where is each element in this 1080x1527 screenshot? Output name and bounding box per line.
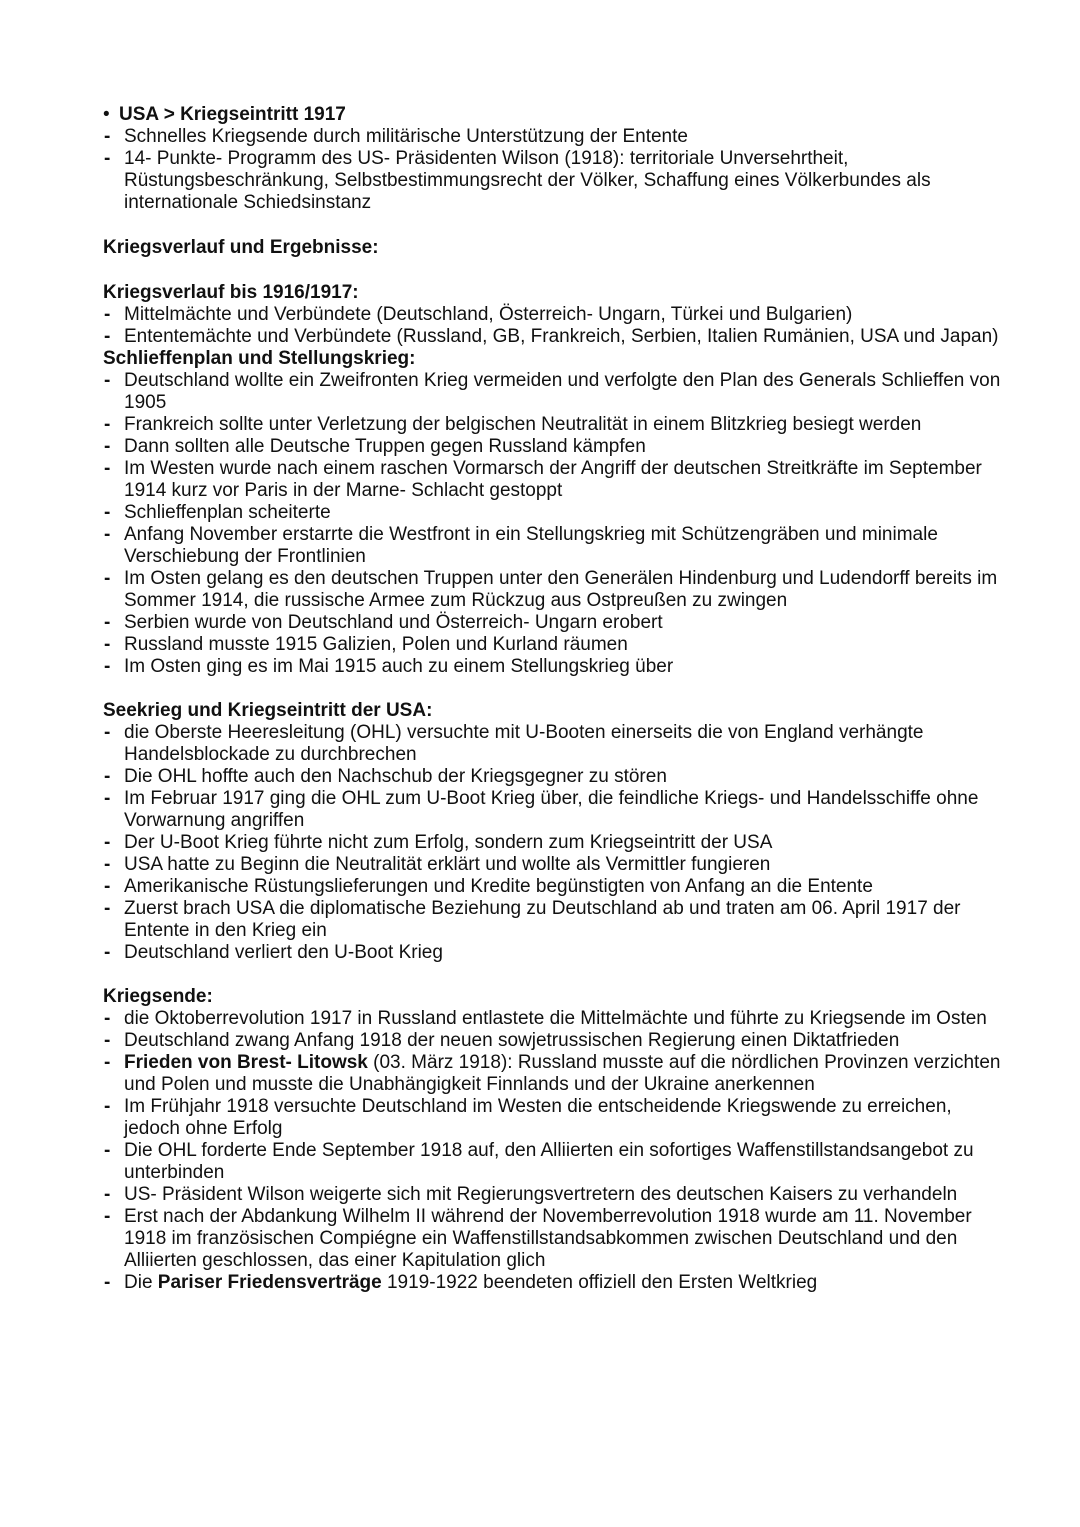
seekrieg-list (103, 722, 1003, 964)
list-item: - Frankreich sollte unter Verletzung der belgischen Neutralität in einem Blitzkrieg besiegt werden (103, 414, 1003, 436)
schlieffen-heading: Schlieffenplan und Stellungskrieg: (103, 348, 416, 369)
pariser-pre: Die (124, 1272, 158, 1293)
list-item: - Amerikanische Rüstungslieferungen und Kredite begünstigten von Anfang an die Entente (103, 876, 1003, 898)
list-item: - Schnelles Kriegsende durch militärische Unterstützung der Entente (103, 126, 1003, 148)
list-item: - Die OHL forderte Ende September 1918 auf, den Alliierten ein sofortiges Waffenstillstandsangebot zu unterbinden (103, 1140, 1003, 1184)
list-item: - Die OHL hoffte auch den Nachschub der Kriegsgegner zu stören (103, 766, 1003, 788)
list-item: - Deutschland wollte ein Zweifronten Krieg vermeiden und verfolgte den Plan des Generals Schlieffen von 1905 (103, 370, 1003, 414)
usa-heading (103, 104, 1003, 126)
list-item: - Russland musste 1915 Galizien, Polen und Kurland räumen (103, 634, 1003, 656)
list-item: - Im Frühjahr 1918 versuchte Deutschland im Westen die entscheidende Kriegswende zu erreichen, jedoch ohne Erfolg (103, 1096, 1003, 1140)
list-item: - die Oktoberrevolution 1917 in Russland entlastete die Mittelmächte und führte zu Kriegsende im Osten (103, 1008, 1003, 1030)
list-item: - Im Osten ging es im Mai 1915 auch zu einem Stellungskrieg über (103, 656, 1003, 678)
list-item: - Im Westen wurde nach einem raschen Vormarsch der Angriff der deutschen Streitkräfte im September 1914 kurz vor Paris in der Marne- Schlacht gestoppt (103, 458, 1003, 502)
list-item (103, 1272, 1003, 1294)
list-item (103, 1052, 1003, 1096)
list-item: - Im Februar 1917 ging die OHL zum U-Boot Krieg über, die feindliche Kriegs- und Handelsschiffe ohne Vorwarnung angriffen (103, 788, 1003, 832)
list-item: - Zuerst brach USA die diplomatische Beziehung zu Deutschland ab und traten am 06. April 1917 der Entente in den Krieg ein (103, 898, 1003, 942)
list-item: - Serbien wurde von Deutschland und Österreich- Ungarn erobert (103, 612, 1003, 634)
verlauf-heading: Kriegsverlauf bis 1916/1917: (103, 282, 359, 303)
list-item: - Ententemächte und Verbündete (Russland, GB, Frankreich, Serbien, Italien Rumänien, USA und Japan) (103, 326, 1003, 348)
list-item: - Im Osten gelang es den deutschen Truppen unter den Generälen Hindenburg und Ludendorff bereits im Sommer 1914, die russische Armee zum Rückzug aus Ostpreußen zu zwingen (103, 568, 1003, 612)
list-item: - 14- Punkte- Programm des US- Präsidenten Wilson (1918): territoriale Unversehrtheit, Rüstungsbeschränkung, Selbstbestimmungsrecht der Völker, Schaffung eines Völkerbundes als internationale Schiedsinstanz (103, 148, 1003, 214)
list-item: - Erst nach der Abdankung Wilhelm II während der Novemberrevolution 1918 wurde am 11. November 1918 im französischen Compiégne ein Waffenstillstandsabkommen zwischen Deutschland und den Alliierten geschlossen, das einer Kapitulation glich (103, 1206, 1003, 1272)
brest-litowsk-bold: Frieden von Brest- Litowsk (124, 1052, 368, 1073)
seekrieg-heading: Seekrieg und Kriegseintritt der USA: (103, 700, 433, 721)
usa-heading-text: USA > Kriegseintritt 1917 (119, 104, 346, 125)
pariser-bold: Pariser Friedensverträge (157, 1272, 382, 1293)
document-page (103, 104, 1003, 1294)
list-item: - Der U-Boot Krieg führte nicht zum Erfolg, sondern zum Kriegseintritt der USA (103, 832, 1003, 854)
list-item: - USA hatte zu Beginn die Neutralität erklärt und wollte als Vermittler fungieren (103, 854, 1003, 876)
bullet-icon: • (103, 104, 110, 125)
brest-litowsk-text: (03. März 1918): Russland musste auf die nördlichen Provinzen verzichten und Polen und musste die Unabhängigkeit Finnlands und der Ukraine anerkennen (124, 1052, 1001, 1095)
kriegsende-heading: Kriegsende: (103, 986, 213, 1007)
list-item: - Dann sollten alle Deutsche Truppen gegen Russland kämpfen (103, 436, 1003, 458)
schlieffen-list (103, 370, 1003, 678)
list-item: - Mittelmächte und Verbündete (Deutschland, Österreich- Ungarn, Türkei und Bulgarien) (103, 304, 1003, 326)
list-item: - Anfang November erstarrte die Westfront in ein Stellungskrieg mit Schützengräben und minimale Verschiebung der Frontlinien (103, 524, 1003, 568)
list-item: - Schlieffenplan scheiterte (103, 502, 1003, 524)
main-heading: Kriegsverlauf und Ergebnisse: (103, 237, 379, 258)
list-item: - US- Präsident Wilson weigerte sich mit Regierungsvertretern des deutschen Kaisers zu verhandeln (103, 1184, 1003, 1206)
pariser-text: 1919-1922 beendeten offiziell den Ersten Weltkrieg (381, 1272, 818, 1293)
usa-list (103, 126, 1003, 214)
verlauf-list (103, 304, 1003, 348)
list-item: - Deutschland verliert den U-Boot Krieg (103, 942, 1003, 964)
kriegsende-list (103, 1008, 1003, 1294)
list-item: - Deutschland zwang Anfang 1918 der neuen sowjetrussischen Regierung einen Diktatfrieden (103, 1030, 1003, 1052)
list-item: - die Oberste Heeresleitung (OHL) versuchte mit U-Booten einerseits die von England verhängte Handelsblockade zu durchbrechen (103, 722, 1003, 766)
